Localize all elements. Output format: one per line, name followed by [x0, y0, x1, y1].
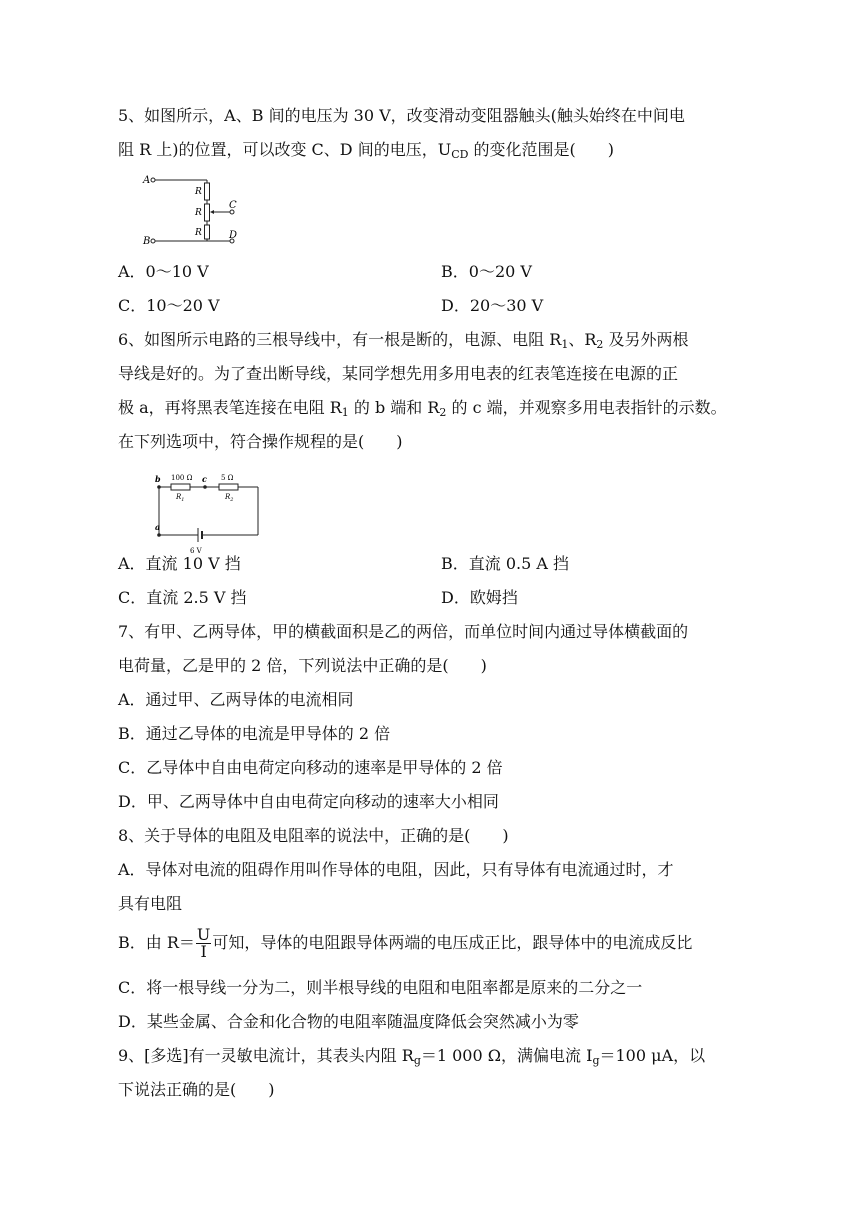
q6-option-c[interactable]: C．直流 2.5 V 挡 — [118, 588, 247, 607]
q6-r2-label: $R_2$ — [225, 493, 234, 503]
q5-option-c[interactable]: C．10～20 V — [118, 296, 220, 315]
q5-stem-line-2: 阻 R 上)的位置，可以改变 C、D 间的电压，$U_{CD}$ 的变化范围是( ) — [118, 140, 615, 161]
q5-label-a: A — [143, 175, 151, 186]
q9-stem-line-1: 9、[多选]有一灵敏电流计，其表头内阻 $R_g=1$ 000 Ω，满偏电流 $I_g=100$ μA，以 — [118, 1046, 706, 1067]
q6-stem-line-4: 在下列选项中，符合操作规程的是( ) — [118, 432, 403, 451]
q6-option-b[interactable]: B．直流 0.5 A 挡 — [441, 554, 570, 573]
q6-stem-line-1: 6、如图所示电路的三根导线中，有一根是断的，电源、电阻 $R_1$、$R_2$ 及另外两根 — [118, 330, 689, 351]
q5-label-r-mid: R — [195, 208, 202, 218]
q5-label-b: B — [143, 236, 151, 247]
q7-stem-line-2: 电荷量，乙是甲的 2 倍，下列说法中正确的是( ) — [118, 656, 487, 675]
q7-option-a[interactable]: A．通过甲、乙两导体的电流相同 — [118, 690, 354, 709]
q5-option-a[interactable]: A．0～10 V — [118, 262, 209, 281]
q6-r1-value: 100 Ω — [171, 474, 193, 482]
q5-label-r-bot: R — [195, 228, 202, 238]
q6-option-d[interactable]: D．欧姆挡 — [441, 588, 518, 607]
q6-label-c: c — [202, 474, 207, 484]
q9-stem-line-2: 下说法正确的是( ) — [118, 1080, 275, 1099]
q6-stem-line-3: 极 a，再将黑表笔连接在电阻 $R_1$ 的 b 端和 $R_2$ 的 c 端，并观察多用电表指针的示数。 — [118, 398, 727, 419]
q8-option-d[interactable]: D．某些金属、合金和化合物的电阻率随温度降低会突然减小为零 — [118, 1012, 579, 1031]
q6-r2-value: 5 Ω — [221, 474, 234, 482]
q8-stem-line-1: 8、关于导体的电阻及电阻率的说法中，正确的是( ) — [118, 826, 509, 845]
q5-option-d[interactable]: D．20～30 V — [441, 296, 544, 315]
q6-stem-line-2: 导线是好的。为了查出断导线，某同学想先用多用电表的红表笔连接在电源的正 — [118, 364, 679, 383]
q8-option-a-line-1[interactable]: A．导体对电流的阻碍作用叫作导体的电阻，因此，只有导体有电流通过时，才 — [118, 860, 674, 879]
q8-option-c[interactable]: C．将一根导线一分为二，则半根导线的电阻和电阻率都是原来的二分之一 — [118, 978, 643, 997]
q7-option-c[interactable]: C．乙导体中自由电荷定向移动的速率是甲导体的 2 倍 — [118, 758, 503, 777]
q6-circuit-figure — [140, 468, 270, 556]
q7-option-d[interactable]: D．甲、乙两导体中自由电荷定向移动的速率大小相同 — [118, 792, 499, 811]
q6-r1-label: $R_1$ — [176, 493, 185, 503]
formula-fraction: $\frac{U}{I}$ — [196, 925, 211, 961]
q5-label-c: C — [229, 200, 237, 211]
q5-option-b[interactable]: B．0～20 V — [441, 262, 532, 281]
q8-option-a-line-2[interactable]: 具有电阻 — [118, 894, 183, 913]
q6-option-a[interactable]: A．直流 10 V 挡 — [118, 554, 241, 573]
q7-option-b[interactable]: B．通过乙导体的电流是甲导体的 2 倍 — [118, 724, 391, 743]
q6-label-a: a — [155, 522, 161, 532]
q5-stem-line-1: 5、如图所示，A、B 间的电压为 30 V，改变滑动变阻器触头(触头始终在中间电 — [118, 106, 685, 125]
q5-label-r-top: R — [195, 187, 202, 197]
q6-label-b: b — [155, 474, 161, 484]
q5-circuit-figure — [140, 170, 250, 250]
q7-stem-line-1: 7、有甲、乙两导体，甲的横截面积是乙的两倍，而单位时间内通过导体横截面的 — [118, 622, 689, 641]
q5-label-d: D — [229, 230, 238, 241]
q8-option-b[interactable]: B．由 R＝ $\frac{U}{I}$ 可知，导体的电阻跟导体两端的电压成正比，跟导体中的电流成反比 — [118, 925, 693, 961]
q6-battery-label: 6 V — [190, 547, 202, 555]
